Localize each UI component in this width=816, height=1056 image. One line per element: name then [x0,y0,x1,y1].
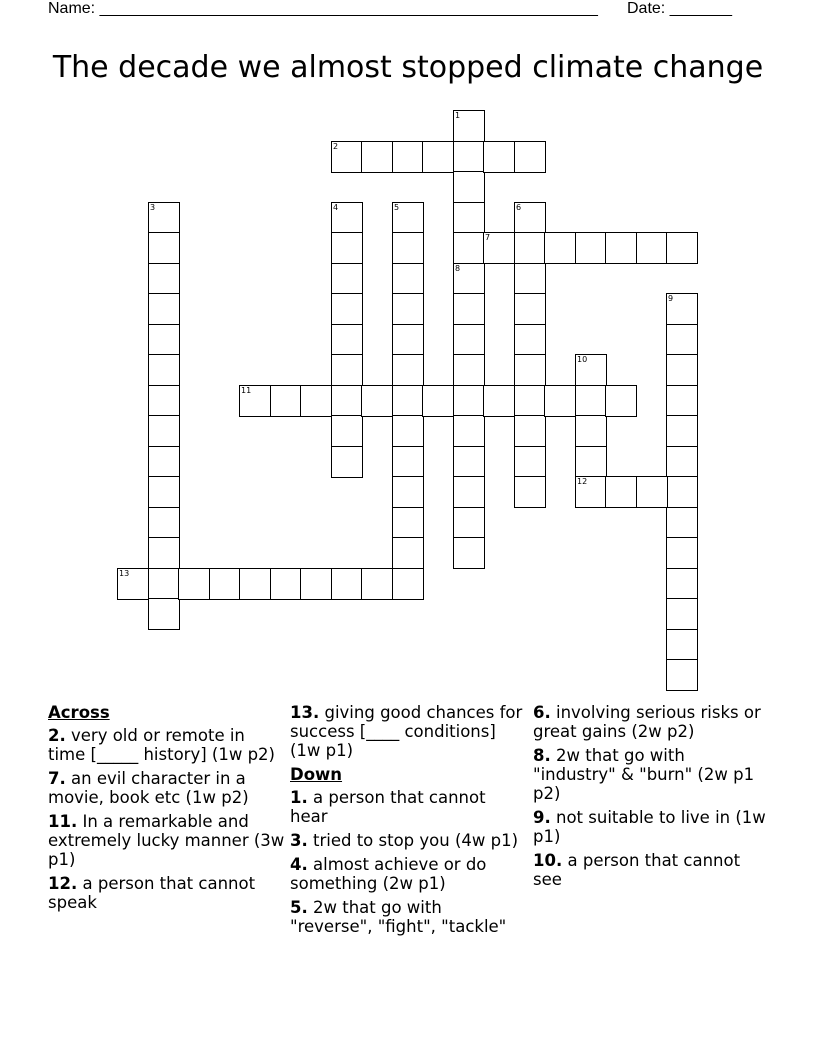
grid-cell[interactable] [148,476,180,508]
clue-number: 1. [290,788,308,807]
grid-cell[interactable] [300,385,332,417]
grid-cell[interactable] [666,293,698,325]
grid-cell[interactable] [666,629,698,661]
grid-cell[interactable] [392,324,424,356]
grid-cell[interactable] [239,568,271,600]
grid-cell[interactable] [453,141,485,173]
grid-cell[interactable] [392,141,424,173]
grid-cell[interactable] [453,446,485,478]
grid-cell[interactable] [453,537,485,569]
clue-number-label: 12 [577,477,588,486]
grid-cell[interactable] [453,354,485,386]
grid-cell[interactable] [666,507,698,539]
clue-number-label: 1 [455,111,461,120]
grid-cell[interactable] [361,568,393,600]
grid-cell[interactable] [666,446,698,478]
clue-down-6 [533,703,771,741]
clue-text: almost achieve or do something (2w p1) [290,855,487,893]
grid-cell[interactable] [148,324,180,356]
grid-cell[interactable] [178,568,210,600]
grid-cell[interactable] [575,232,607,264]
grid-cell[interactable] [514,354,546,386]
clue-number: 3. [290,831,308,850]
grid-cell[interactable] [392,385,424,417]
clues-column-3 [533,703,771,894]
grid-cell[interactable] [331,293,363,325]
grid-cell[interactable] [575,415,607,447]
across-heading: Across [48,703,110,722]
clue-across-12 [48,874,286,912]
grid-cell[interactable] [392,568,424,600]
grid-cell[interactable] [666,385,698,417]
clues-column-2 [290,703,528,941]
grid-cell[interactable] [392,202,424,234]
grid-cell[interactable] [453,385,485,417]
grid-cell[interactable] [514,324,546,356]
grid-cell[interactable] [392,415,424,447]
clue-text: a person that cannot hear [290,788,486,826]
clue-number-label: 8 [455,264,461,273]
grid-cell[interactable] [331,263,363,295]
clue-text: tried to stop you (4w p1) [313,831,519,850]
grid-cell[interactable] [575,354,607,386]
grid-cell[interactable] [453,415,485,447]
grid-cell[interactable] [483,141,515,173]
grid-cell[interactable] [514,141,546,173]
grid-cell[interactable] [666,598,698,630]
clue-down-4 [290,855,528,893]
name-field-label: Name: ________________________________________________________ [48,0,598,17]
grid-cell[interactable] [392,476,424,508]
grid-cell[interactable] [453,324,485,356]
grid-cell[interactable] [392,537,424,569]
clues-column-1 [48,703,286,917]
grid-cell[interactable] [483,385,515,417]
grid-cell[interactable] [300,568,332,600]
grid-cell[interactable] [453,232,485,264]
clue-number: 9. [533,808,551,827]
clue-number-label: 4 [333,203,339,212]
clue-text: involving serious risks or great gains (2w p2) [533,703,761,741]
grid-cell[interactable] [148,415,180,447]
clue-down-5 [290,898,528,936]
grid-cell[interactable] [605,232,637,264]
grid-cell[interactable] [331,232,363,264]
clue-text: an evil character in a movie, book etc (1w p2) [48,769,249,807]
grid-cell[interactable] [361,385,393,417]
grid-cell[interactable] [148,263,180,295]
clue-text: In a remarkable and extremely lucky manner (3w p1) [48,812,285,869]
grid-cell[interactable] [575,476,607,508]
clue-number: 12. [48,874,78,893]
grid-cell[interactable] [270,385,302,417]
grid-cell[interactable] [331,324,363,356]
grid-cell[interactable] [148,537,180,569]
grid-cell[interactable] [514,232,546,264]
grid-cell[interactable] [514,476,546,508]
clue-text: not suitable to live in (1w p1) [533,808,766,846]
clue-number: 7. [48,769,66,788]
grid-cell[interactable] [453,110,485,142]
grid-cell[interactable] [148,507,180,539]
grid-cell[interactable] [422,385,454,417]
grid-cell[interactable] [361,141,393,173]
date-field-label: Date: _______ [627,0,732,17]
grid-cell[interactable] [636,232,668,264]
page-title: The decade we almost stopped climate change [52,50,764,85]
clue-number: 13. [290,703,320,722]
grid-cell[interactable] [148,385,180,417]
clue-text: a person that cannot speak [48,874,256,912]
grid-cell[interactable] [392,263,424,295]
grid-cell[interactable] [605,476,637,508]
grid-cell[interactable] [453,202,485,234]
grid-cell[interactable] [544,385,576,417]
clue-text: very old or remote in time [_____ history] (1w p2) [48,726,275,764]
grid-cell[interactable] [392,507,424,539]
down-heading: Down [290,765,343,784]
grid-cell[interactable] [514,202,546,234]
clue-number-label: 7 [485,233,491,242]
grid-cell[interactable] [148,446,180,478]
clue-number-label: 5 [394,203,400,212]
clue-number-label: 10 [577,355,588,364]
clue-down-10 [533,851,771,889]
clue-down-1 [290,788,528,826]
grid-cell[interactable] [666,415,698,447]
grid-cell[interactable] [605,385,637,417]
grid-cell[interactable] [148,568,180,600]
grid-cell[interactable] [666,232,698,264]
clue-across-13 [290,703,528,760]
clue-text: a person that cannot see [533,851,741,889]
grid-cell[interactable] [422,141,454,173]
grid-cell[interactable] [514,415,546,447]
grid-cell[interactable] [453,263,485,295]
grid-cell[interactable] [331,354,363,386]
grid-cell[interactable] [148,598,180,630]
grid-cell[interactable] [331,202,363,234]
clue-number: 4. [290,855,308,874]
grid-cell[interactable] [575,385,607,417]
clue-number: 5. [290,898,308,917]
clue-number: 2. [48,726,66,745]
clue-number: 10. [533,851,563,870]
clue-across-2 [48,726,286,764]
grid-cell[interactable] [331,385,363,417]
grid-cell[interactable] [331,415,363,447]
grid-cell[interactable] [392,354,424,386]
grid-cell[interactable] [148,202,180,234]
clue-number-label: 11 [241,386,252,395]
grid-cell[interactable] [239,385,271,417]
clue-number: 11. [48,812,78,831]
grid-cell[interactable] [392,232,424,264]
grid-cell[interactable] [453,476,485,508]
grid-cell[interactable] [514,293,546,325]
clue-down-3 [290,831,528,850]
grid-cell[interactable] [666,354,698,386]
clue-number-label: 6 [516,203,522,212]
grid-cell[interactable] [270,568,302,600]
grid-cell[interactable] [453,171,485,203]
grid-cell[interactable] [209,568,241,600]
clue-across-7 [48,769,286,807]
grid-cell[interactable] [392,446,424,478]
grid-cell[interactable] [117,568,149,600]
clue-number-label: 2 [333,142,339,151]
grid-cell[interactable] [331,568,363,600]
clue-number: 8. [533,746,551,765]
clue-text: 2w that go with "industry" & "burn" (2w p1 p2) [533,746,755,803]
clue-text: giving good chances for success [____ conditions] (1w p1) [290,703,523,760]
grid-cell[interactable] [666,476,698,508]
grid-cell[interactable] [666,324,698,356]
clue-number-label: 13 [119,569,130,578]
clue-down-9 [533,808,771,846]
grid-cell[interactable] [148,293,180,325]
clue-down-8 [533,746,771,803]
grid-cell[interactable] [483,232,515,264]
grid-cell[interactable] [666,659,698,691]
grid-cell[interactable] [544,232,576,264]
clue-number: 6. [533,703,551,722]
grid-cell[interactable] [514,263,546,295]
grid-cell[interactable] [575,446,607,478]
grid-cell[interactable] [514,385,546,417]
clue-number-label: 9 [668,294,674,303]
grid-cell[interactable] [666,537,698,569]
grid-cell[interactable] [453,507,485,539]
grid-cell[interactable] [331,446,363,478]
grid-cell[interactable] [666,568,698,600]
clue-across-11 [48,812,286,869]
grid-cell[interactable] [453,293,485,325]
grid-cell[interactable] [392,293,424,325]
clue-number-label: 3 [150,203,156,212]
clue-text: 2w that go with "reverse", "fight", "tackle" [290,898,507,936]
grid-cell[interactable] [148,232,180,264]
grid-cell[interactable] [148,354,180,386]
grid-cell[interactable] [514,446,546,478]
grid-cell[interactable] [636,476,668,508]
grid-cell[interactable] [331,141,363,173]
